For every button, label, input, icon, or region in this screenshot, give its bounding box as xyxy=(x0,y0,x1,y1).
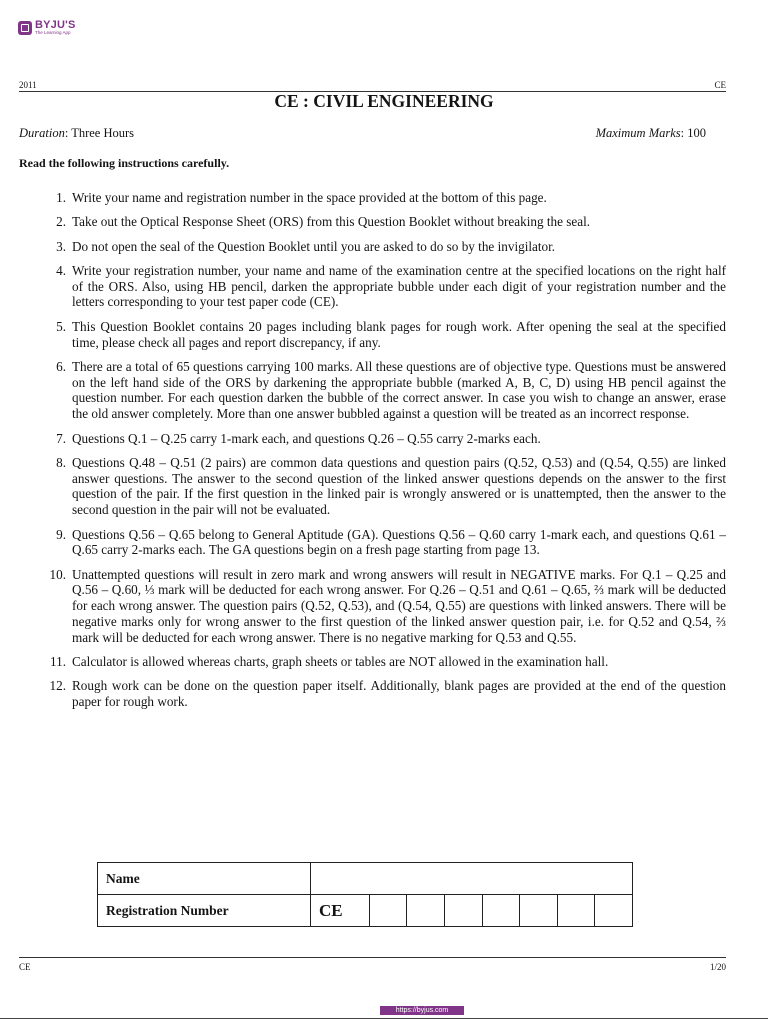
instruction-number: 8. xyxy=(56,454,66,470)
registration-digit-box[interactable] xyxy=(520,895,558,927)
logo-tagline: The Learning App xyxy=(35,30,71,35)
name-field[interactable] xyxy=(310,863,632,895)
instruction-text: Write your registration number, your name and name of the examination centre at the specified locations on the right half of the ORS. Also, using HB pencil, darken the appropriate bubble under each digit of your registration number and the letters corresponding to your test paper code (CE). xyxy=(72,262,726,310)
instruction-item xyxy=(0,527,768,559)
instruction-item xyxy=(0,678,768,710)
instruction-number: 11. xyxy=(50,654,66,670)
instruction-text: Unattempted questions will result in zero mark and wrong answers will result in NEGATIVE marks. For Q.1 – Q.25 and Q.56 – Q.60, ⅓ mark will be deducted for each wrong answer. For Q.26 – Q.51 and Q.61 – Q.65, ⅔ mark will be deducted for each wrong answer. The question pairs (Q.52, Q.53), and (Q.54, Q.55) are questions with linked answers. There will be negative marks only for wrong answer to the first question of the linked answer question pair, i.e. for Q.52 and Q.54, ⅔ mark will be deducted for each wrong answer. There is no negative marking for Q.53 and Q.55. xyxy=(72,566,726,645)
bottom-divider xyxy=(0,1018,768,1019)
instruction-number: 1. xyxy=(56,190,66,205)
instruction-number: 9. xyxy=(56,526,66,542)
registration-digit-box[interactable] xyxy=(445,895,483,927)
instruction-text: Take out the Optical Response Sheet (ORS) from this Question Booklet without breaking the seal. xyxy=(72,214,591,230)
duration-label: Duration xyxy=(19,126,65,140)
instruction-number: 7. xyxy=(56,430,66,446)
instruction-text: Rough work can be done on the question paper itself. Additionally, blank pages are provided at the end of the question paper for rough work. xyxy=(72,678,726,710)
candidate-details-table xyxy=(97,862,633,927)
registration-label: Registration Number xyxy=(98,895,311,927)
website-link[interactable]: https://byjus.com xyxy=(380,1006,464,1015)
registration-digit-box[interactable] xyxy=(595,895,633,927)
instruction-number: 10. xyxy=(49,566,66,582)
instruction-text: Do not open the seal of the Question Booklet until you are asked to do so by the invigilator. xyxy=(72,238,556,254)
maximum-marks xyxy=(596,126,706,141)
duration xyxy=(19,126,134,141)
footer-code: CE xyxy=(19,962,31,972)
instruction-item xyxy=(0,567,768,646)
header-year: 2011 xyxy=(19,80,37,90)
header-code: CE xyxy=(714,80,726,90)
max-marks-value: : 100 xyxy=(680,126,706,140)
registration-digit-box[interactable] xyxy=(557,895,595,927)
instruction-item xyxy=(0,239,768,255)
instruction-item xyxy=(0,431,768,447)
instructions-heading: Read the following instructions carefully. xyxy=(19,156,230,170)
footer-divider xyxy=(19,957,726,958)
registration-digit-box[interactable] xyxy=(369,895,407,927)
instruction-text: Write your name and registration number in the space provided at the bottom of this page. xyxy=(72,190,547,205)
instruction-text: Calculator is allowed whereas charts, graph sheets or tables are NOT allowed in the examination hall. xyxy=(72,654,609,670)
page-title: CE : CIVIL ENGINEERING xyxy=(274,91,494,111)
instruction-number: 5. xyxy=(56,318,66,334)
instruction-text: Questions Q.48 – Q.51 (2 pairs) are common data questions and question pairs (Q.52, Q.53) and (Q.54, Q.55) are linked answer questions. The answer to the second question of the linked answer questions depends on the answer to the first question of the pair. If the first question in the linked pair is wrongly answered or is unattempted, then the answer to the second question in the pair will not be evaluated. xyxy=(72,454,726,518)
instruction-item xyxy=(0,190,768,206)
instruction-number: 3. xyxy=(56,238,66,254)
instruction-item xyxy=(0,359,768,422)
instruction-text: Questions Q.56 – Q.65 belong to General Aptitude (GA). Questions Q.56 – Q.60 carry 1-mark each, and questions Q.61 – Q.65 carry 2-marks each. The GA questions begin on a fresh page starting from page 13. xyxy=(72,526,726,558)
instruction-item xyxy=(0,319,768,351)
registration-code-prefix: CE xyxy=(310,895,369,927)
byjus-logo xyxy=(18,20,76,36)
registration-digit-box[interactable] xyxy=(482,895,520,927)
instruction-item xyxy=(0,214,768,230)
instruction-text: There are a total of 65 questions carrying 100 marks. All these questions are of objective type. Questions must be answered on the left hand side of the ORS by darkening the appropriate bubble (marked A, B, C, D) using HB pencil against the question number. For each question darken the bubble of the correct answer. In case you wish to change an answer, erase the old answer completely. More than one answer bubbled against a question will be treated as an incorrect response. xyxy=(72,358,726,422)
instruction-number: 4. xyxy=(56,262,66,278)
name-label: Name xyxy=(98,863,311,895)
instruction-number: 2. xyxy=(56,214,66,230)
byjus-logo-icon xyxy=(18,21,32,35)
duration-value: : Three Hours xyxy=(64,126,135,140)
instruction-number: 12. xyxy=(49,678,66,694)
instruction-item xyxy=(0,263,768,310)
instructions-list xyxy=(0,190,768,719)
logo-name: BYJU'S xyxy=(35,19,76,31)
instruction-text: This Question Booklet contains 20 pages including blank pages for rough work. After opening the seal at the specified time, please check all pages and report discrepancy, if any. xyxy=(72,318,726,350)
registration-digit-box[interactable] xyxy=(407,895,445,927)
instruction-number: 6. xyxy=(56,358,66,374)
max-marks-label: Maximum Marks xyxy=(595,126,681,140)
instruction-item xyxy=(0,455,768,518)
page-number: 1/20 xyxy=(709,962,726,972)
instruction-item xyxy=(0,654,768,670)
instruction-text: Questions Q.1 – Q.25 carry 1-mark each, and questions Q.26 – Q.55 carry 2-marks each. xyxy=(72,430,541,446)
